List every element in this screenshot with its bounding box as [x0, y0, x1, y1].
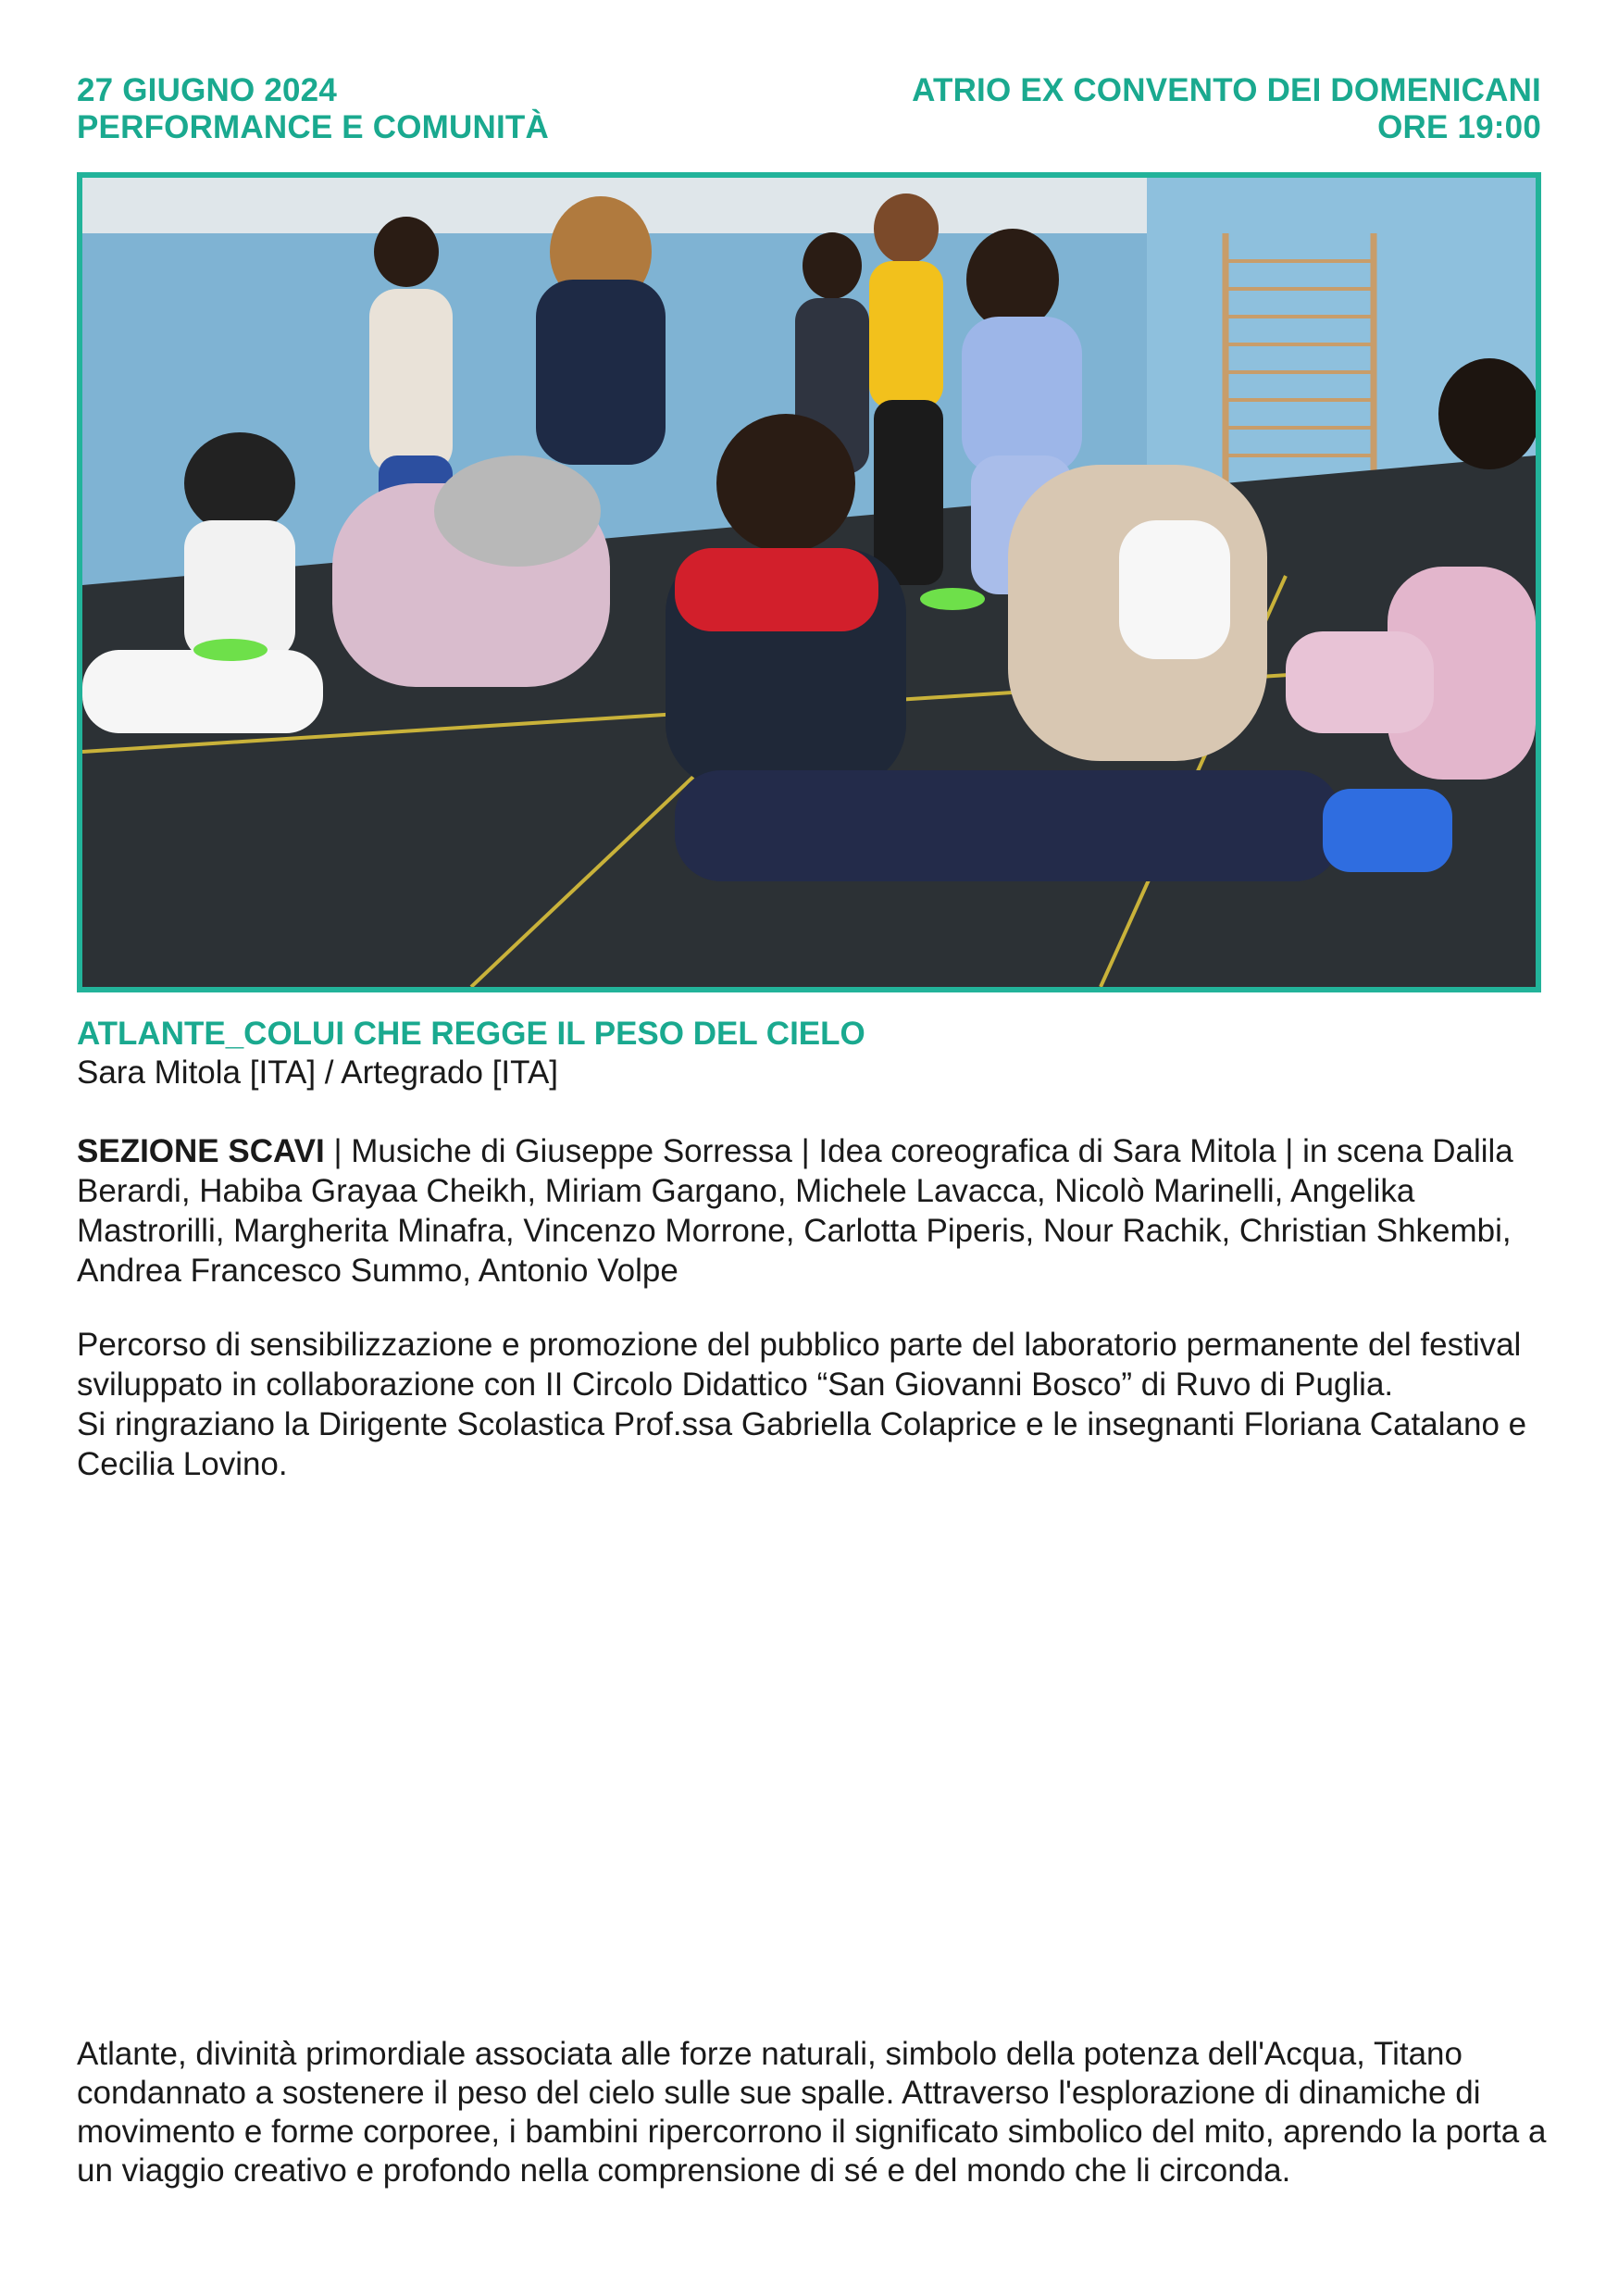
credits-block [77, 1131, 1549, 1291]
header-right [912, 72, 1541, 146]
event-venue: ATRIO EX CONVENTO DEI DOMENICANI [912, 72, 1541, 108]
event-category: PERFORMANCE E COMUNITÀ [77, 109, 549, 145]
description-paragraph-2: Si ringraziano la Dirigente Scolastica Prof.ssa Gabriella Colaprice e le insegnanti Floriana Catalano e Cecilia Lovino. [77, 1406, 1527, 1482]
myth-paragraph: Atlante, divinità primordiale associata alle forze naturali, simbolo della potenza dell'Acqua, Titano condannato a sostenere il peso del cielo sulle sue spalle. Attraverso l'esplorazione di dinamiche di movimento e forme corporee, i bambini ripercorrono il significato simbolico del mito, aprendo la porta a un viaggio creativo e profondo nella comprensione di sé e del mondo che li circonda. [77, 2036, 1547, 2189]
show-authors: Sara Mitola [ITA] / Artegrado [ITA] [77, 1054, 559, 1091]
description-block [77, 1325, 1549, 1484]
photo-illustration [82, 178, 1536, 987]
event-photo [77, 172, 1541, 992]
credits-section-label: SEZIONE SCAVI [77, 1133, 325, 1169]
header-left [77, 72, 549, 146]
credits-line: | Musiche di Giuseppe Sorressa | Idea coreografica di Sara Mitola | in scena Dalila Berardi, Habiba Grayaa Cheikh, Miriam Gargano, Michele Lavacca, Nicolò Marinelli, Angelika Mastrorilli, Margherita Minafra, Vincenzo Morrone, Carlotta Piperis, Nour Rachik, Christian Shkembi, Andrea Francesco Summo, Antonio Volpe [77, 1133, 1513, 1289]
event-date: 27 GIUGNO 2024 [77, 72, 337, 108]
event-time: ORE 19:00 [1377, 109, 1541, 145]
description-paragraph-1: Percorso di sensibilizzazione e promozione del pubblico parte del laboratorio permanente del festival sviluppato in collaborazione con II Circolo Didattico “San Giovanni Bosco” di Ruvo di Puglia. [77, 1327, 1522, 1403]
show-title: ATLANTE_COLUI CHE REGGE IL PESO DEL CIELO [77, 1016, 865, 1052]
